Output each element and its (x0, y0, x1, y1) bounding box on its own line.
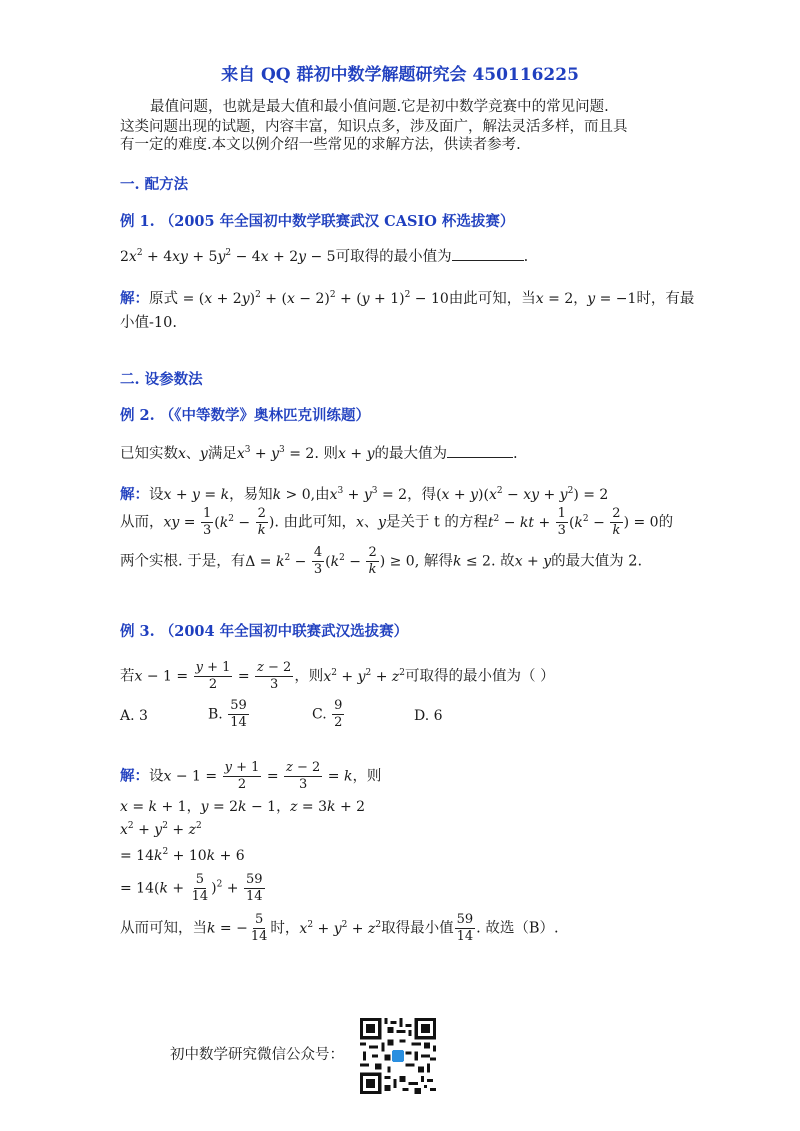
option-c: C. $\frac{9}{2}$ (312, 698, 343, 730)
problem-text: ，则 (294, 668, 324, 685)
example-1-problem: $2x^2 + 4xy + 5y^2 - 4x + 2y - 5$可取得的最小值为 . (120, 248, 529, 265)
solution-label: 解： (120, 290, 149, 307)
solution-text: 取得最小值 (381, 920, 454, 937)
example-1-solution: 解：原式 = $(x + 2y)^2 + (x - 2)^2 + (y + 1)^2 - 10$由此可知，当x = 2，y = −1时，有最 (120, 290, 695, 307)
intro-line-3: 有一定的难度.本文以例介绍一些常见的求解方法，供读者参考. (120, 137, 521, 153)
solution-text: ，则 (352, 768, 382, 785)
qr-code-icon (360, 1018, 436, 1094)
problem-text: 满足 (207, 446, 237, 462)
example-2-solution-line-3: 两个实根. 于是，有$\Delta = k^2$ − $\frac{4}{3}$ ($k^2$ − $\frac{2}{k}$ ) ≥ 0, 解得k ≤ 2. 故x + y的最大值为 2. (120, 545, 643, 577)
solution-step-1: x = k + 1，y = 2k − 1，z = 3k + 2 (120, 799, 366, 815)
solution-step-4: = 14(k + $\frac{5}{14}$ )$^2$ + $\frac{59}{14}$ (120, 872, 263, 904)
solution-text: . 故 (490, 553, 515, 570)
example-3-solution-final: 从而可知，当k = − $\frac{5}{14}$ 时，$x^2 + y^2 + z^2$取得最小值 $\frac{59}{14}$ . 故选（B）. (120, 912, 559, 944)
example-2-problem: 已知实数x、y满足$x^3 + y^3 = 2$. 则x + y的最大值为 . (120, 445, 518, 462)
solution-step-3: = $14k^2 + 10k + 6$ (120, 847, 245, 864)
solution-step-2: $x^2 + y^2 + z^2$ (120, 821, 202, 838)
solution-text: 从而， (120, 514, 164, 531)
example-2-heading: 例 2. （《中等数学》奥林匹克训练题） (120, 407, 370, 424)
intro-line-1: 最值问题，也就是最大值和最小值问题.它是初中数学竞赛中的常见问题. (150, 99, 609, 115)
solution-text: ，易知 (229, 487, 273, 503)
solution-text: 由此可知，当 (448, 291, 536, 307)
example-1-heading: 例 1. （2005 年全国初中数学联赛武汉 CASIO 杯选拔赛） (120, 213, 515, 230)
example-3-heading: 例 3. （2004 年全国初中联赛武汉选拔赛） (120, 623, 409, 640)
solution-text: , 解得 (414, 553, 453, 570)
example-1-text: 可取得的最小值为 (335, 249, 452, 265)
solution-text: . 故选（B）. (476, 920, 559, 937)
solution-text: 原式 (149, 291, 178, 307)
example-3-problem: 若x − 1 = $\frac{y + 1}{2}$ = $\frac{z - 2}{3}$ ，则$x^2 + y^2 + z^2$可取得的最小值为（ ） (120, 660, 555, 692)
solution-text: 是关于 t 的方程 (385, 514, 488, 531)
section-heading-2: 二. 设参数法 (120, 371, 203, 388)
answer-blank (452, 246, 524, 261)
option-a: A. 3 (120, 708, 148, 724)
solution-text: 的 (658, 514, 674, 531)
problem-text: 已知实数 (120, 446, 178, 462)
problem-text: 的最大值为 (374, 446, 447, 462)
section-heading-1: 一. 配方法 (120, 176, 189, 193)
solution-label: 解： (120, 767, 149, 785)
solution-text: ，得 (407, 487, 437, 503)
example-2-solution-line-2: 从而，xy = $\frac{1}{3}$ ($k^2$ − $\frac{2}{k}$ ). 由此可知，x、y是关于 t 的方程$t^2$ − kt + $\frac{1}{3}$ ($k^2$ − $\frac{2}{k}$ ) = 0的 (120, 506, 674, 538)
problem-text: . 则 (314, 446, 339, 462)
answer-blank (447, 443, 513, 458)
solution-text: 时， (270, 920, 300, 937)
example-2-solution-line-1: 解：设x + y = k，易知k > 0,由$x^3 + y^3 = 2$，得$(x + y)(x^2$ − xy + $y^2) = 2$ (120, 486, 609, 503)
intro-line-2: 这类问题出现的试题，内容丰富，知识点多，涉及面广，解法灵活多样，而且具 (120, 119, 628, 135)
example-3-solution-line-1: 解：设x − 1 = $\frac{y + 1}{2}$ = $\frac{z - 2}{3}$ = k，则 (120, 760, 382, 792)
problem-text: 若 (120, 668, 135, 685)
option-label: C. (312, 706, 327, 723)
solution-text: 从而可知，当 (120, 920, 207, 937)
solution-text: 由 (315, 487, 330, 503)
solution-text: 的最大值为 2. (551, 553, 643, 570)
solution-text: 两个实根. 于是，有 (120, 553, 246, 570)
solution-text: 设 (149, 487, 164, 503)
option-d: D. 6 (414, 708, 443, 724)
problem-text: 可取得的最小值为（ ） (405, 668, 555, 685)
option-label: B. (208, 706, 223, 723)
solution-text: 设 (149, 768, 164, 785)
page-title: 来自 QQ 群初中数学解题研究会 450116225 (221, 65, 579, 85)
option-b: B. $\frac{59}{14}$ (208, 698, 247, 730)
footer-wechat-label: 初中数学研究微信公众号： (170, 1047, 344, 1063)
solution-text: 时，有最 (636, 291, 695, 307)
solution-label: 解： (120, 486, 149, 503)
solution-text: . 由此可知， (274, 514, 357, 531)
example-1-solution-line-2: 小值-10. (120, 315, 177, 331)
